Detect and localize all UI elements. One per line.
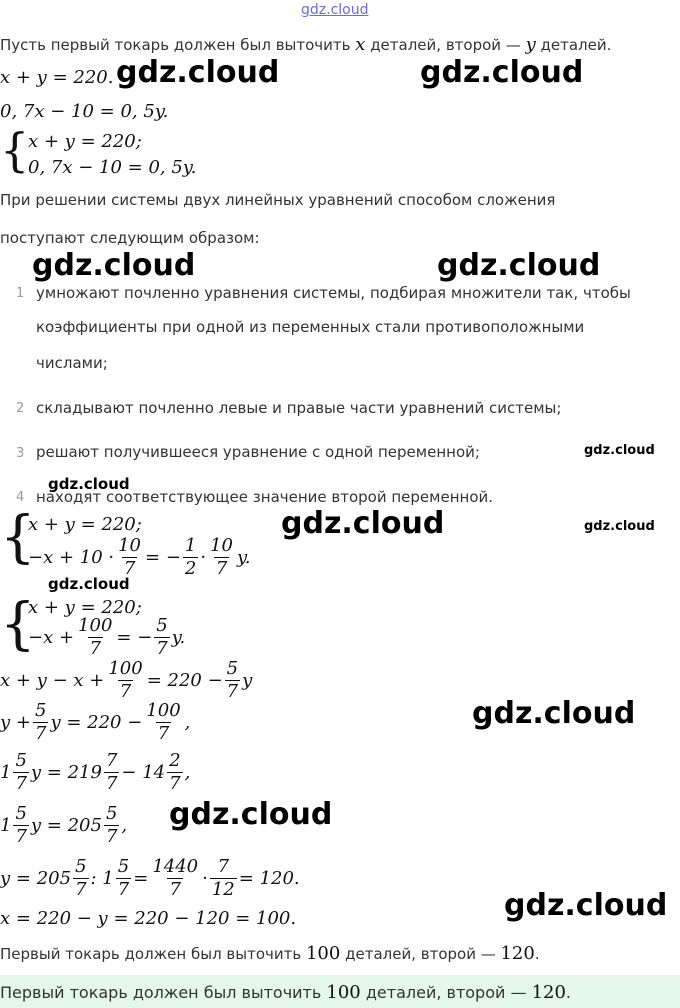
step-number: 2 (16, 401, 25, 416)
watermark: gdz.cloud (281, 506, 445, 541)
fraction: $\frac{1}{2}$ (184, 535, 197, 579)
system2-line1: x + y = 220; (28, 514, 142, 535)
method-line1: При решении системы двух линейных уравнений способом сложения (0, 191, 556, 209)
expr-part: x + y − x + (0, 670, 105, 691)
expr-part: y (242, 670, 253, 691)
method-line2: поступают следующим образом: (0, 229, 260, 247)
expr-part: y = 220 − (50, 712, 143, 733)
equation-5 (0, 752, 190, 793)
intro-a: Пусть первый токарь должен был выточить (0, 36, 356, 54)
expr-part: · (202, 868, 208, 889)
text-part: Первый токарь должен был выточить (0, 983, 327, 1002)
number: 120 (500, 943, 535, 964)
expr-part: − 14 (121, 762, 166, 783)
fraction: $\frac{5}{7}$ (226, 658, 239, 702)
var-y: y (525, 34, 536, 55)
expr-part: = − (116, 627, 153, 648)
expr-part: · (200, 547, 207, 568)
system-brace: { (0, 123, 30, 177)
text-part: деталей, второй — (340, 945, 501, 963)
fraction: $\frac{7}{12}$ (211, 856, 235, 900)
expr-part: y = 205 (30, 815, 102, 836)
step-text: коэффициенты при одной из переменных стали противоположными (36, 318, 585, 336)
number: 100 (326, 982, 361, 1003)
step-number: 3 (16, 446, 25, 461)
fraction: $\frac{10}{7}$ (118, 535, 142, 579)
watermark-small: gdz.cloud (584, 443, 655, 458)
watermark: gdz.cloud (504, 888, 668, 923)
fraction: $\frac{5}{7}$ (105, 803, 118, 847)
system-brace: { (0, 505, 36, 570)
conclusion-text (0, 943, 540, 964)
system1-line2: 0, 7x − 10 = 0, 5y. (28, 157, 197, 178)
fraction: $\frac{100}{7}$ (108, 658, 143, 702)
watermark: gdz.cloud (116, 55, 280, 90)
expr-part: : 1 (90, 868, 114, 889)
intro-text (0, 34, 611, 55)
var-x: x (355, 34, 366, 55)
expr-part: , (121, 815, 128, 836)
equation-7 (0, 858, 300, 899)
system3-line1: x + y = 220; (28, 597, 142, 618)
watermark: gdz.cloud (420, 55, 584, 90)
answer-text (0, 982, 571, 1003)
expr-part: 1 (0, 762, 12, 783)
step-text: числами; (36, 354, 108, 372)
watermark-small: gdz.cloud (48, 575, 130, 593)
step-text: решают получившееся уравнение с одной переменной; (36, 443, 480, 461)
watermark: gdz.cloud (472, 696, 636, 731)
fraction: $\frac{10}{7}$ (210, 535, 233, 579)
step-text: находят соответствующее значение второй переменной. (36, 488, 494, 506)
expr-part: = 120. (238, 868, 300, 889)
system2-line2 (28, 537, 251, 578)
fraction: $\frac{2}{7}$ (169, 750, 181, 794)
expr-part: = (133, 868, 149, 889)
expr-part: , (184, 712, 191, 733)
equation-sum: x + y = 220. (0, 67, 114, 88)
fraction: $\frac{5}{7}$ (117, 856, 130, 900)
equation-4 (0, 702, 190, 743)
system-brace: { (0, 592, 36, 657)
text-part: Первый токарь должен был выточить (0, 945, 306, 963)
watermark: gdz.cloud (169, 797, 333, 832)
number: 120 (531, 982, 566, 1003)
text-part: деталей, второй — (360, 983, 532, 1002)
expr-part: y = 219 (30, 762, 102, 783)
step-text: умножают почленно уравнения системы, подбирая множители так, чтобы (36, 284, 631, 302)
number: 100 (305, 943, 341, 964)
step-number: 1 (16, 286, 25, 301)
intro-b: деталей, второй — (365, 36, 526, 54)
watermark-small: gdz.cloud (48, 475, 130, 493)
step-text: складывают почленно левые и правые части уравнений системы; (36, 399, 562, 417)
watermark-top: gdz.cloud (301, 2, 369, 18)
expr-part: , (184, 762, 191, 783)
text-part: . (534, 945, 540, 963)
equation-3 (0, 660, 252, 701)
equation-8: x = 220 − y = 220 − 120 = 100. (0, 908, 297, 929)
expr-part: = 220 − (146, 670, 223, 691)
watermark: gdz.cloud (32, 248, 196, 283)
expr-part: y = 205 (0, 868, 72, 889)
watermark-small: gdz.cloud (584, 519, 655, 534)
fraction: $\frac{5}{7}$ (75, 856, 87, 900)
system3-line2 (28, 617, 185, 658)
step-number: 4 (16, 490, 25, 505)
expr-part: = − (145, 547, 181, 568)
fraction: $\frac{5}{7}$ (156, 615, 168, 659)
equation-6 (0, 805, 127, 846)
intro-c: деталей. (535, 36, 612, 54)
expr-part: y. (237, 547, 251, 568)
text-part: . (565, 983, 572, 1002)
expr-part: 1 (0, 815, 12, 836)
fraction: $\frac{100}{7}$ (78, 615, 113, 659)
watermark: gdz.cloud (437, 248, 601, 283)
fraction: $\frac{5}{7}$ (34, 700, 47, 744)
expr-part: −x + (28, 627, 75, 648)
fraction: $\frac{100}{7}$ (146, 700, 181, 744)
expr-part: y. (171, 627, 186, 648)
system1-line1: x + y = 220; (28, 131, 142, 152)
equation-ratio: 0, 7x − 10 = 0, 5y. (0, 101, 169, 122)
fraction: $\frac{7}{7}$ (105, 750, 118, 794)
expr-part: −x + 10 · (28, 547, 115, 568)
fraction: $\frac{5}{7}$ (15, 750, 27, 794)
fraction: $\frac{1440}{7}$ (152, 856, 199, 900)
expr-part: y + (0, 712, 31, 733)
fraction: $\frac{5}{7}$ (15, 803, 27, 847)
